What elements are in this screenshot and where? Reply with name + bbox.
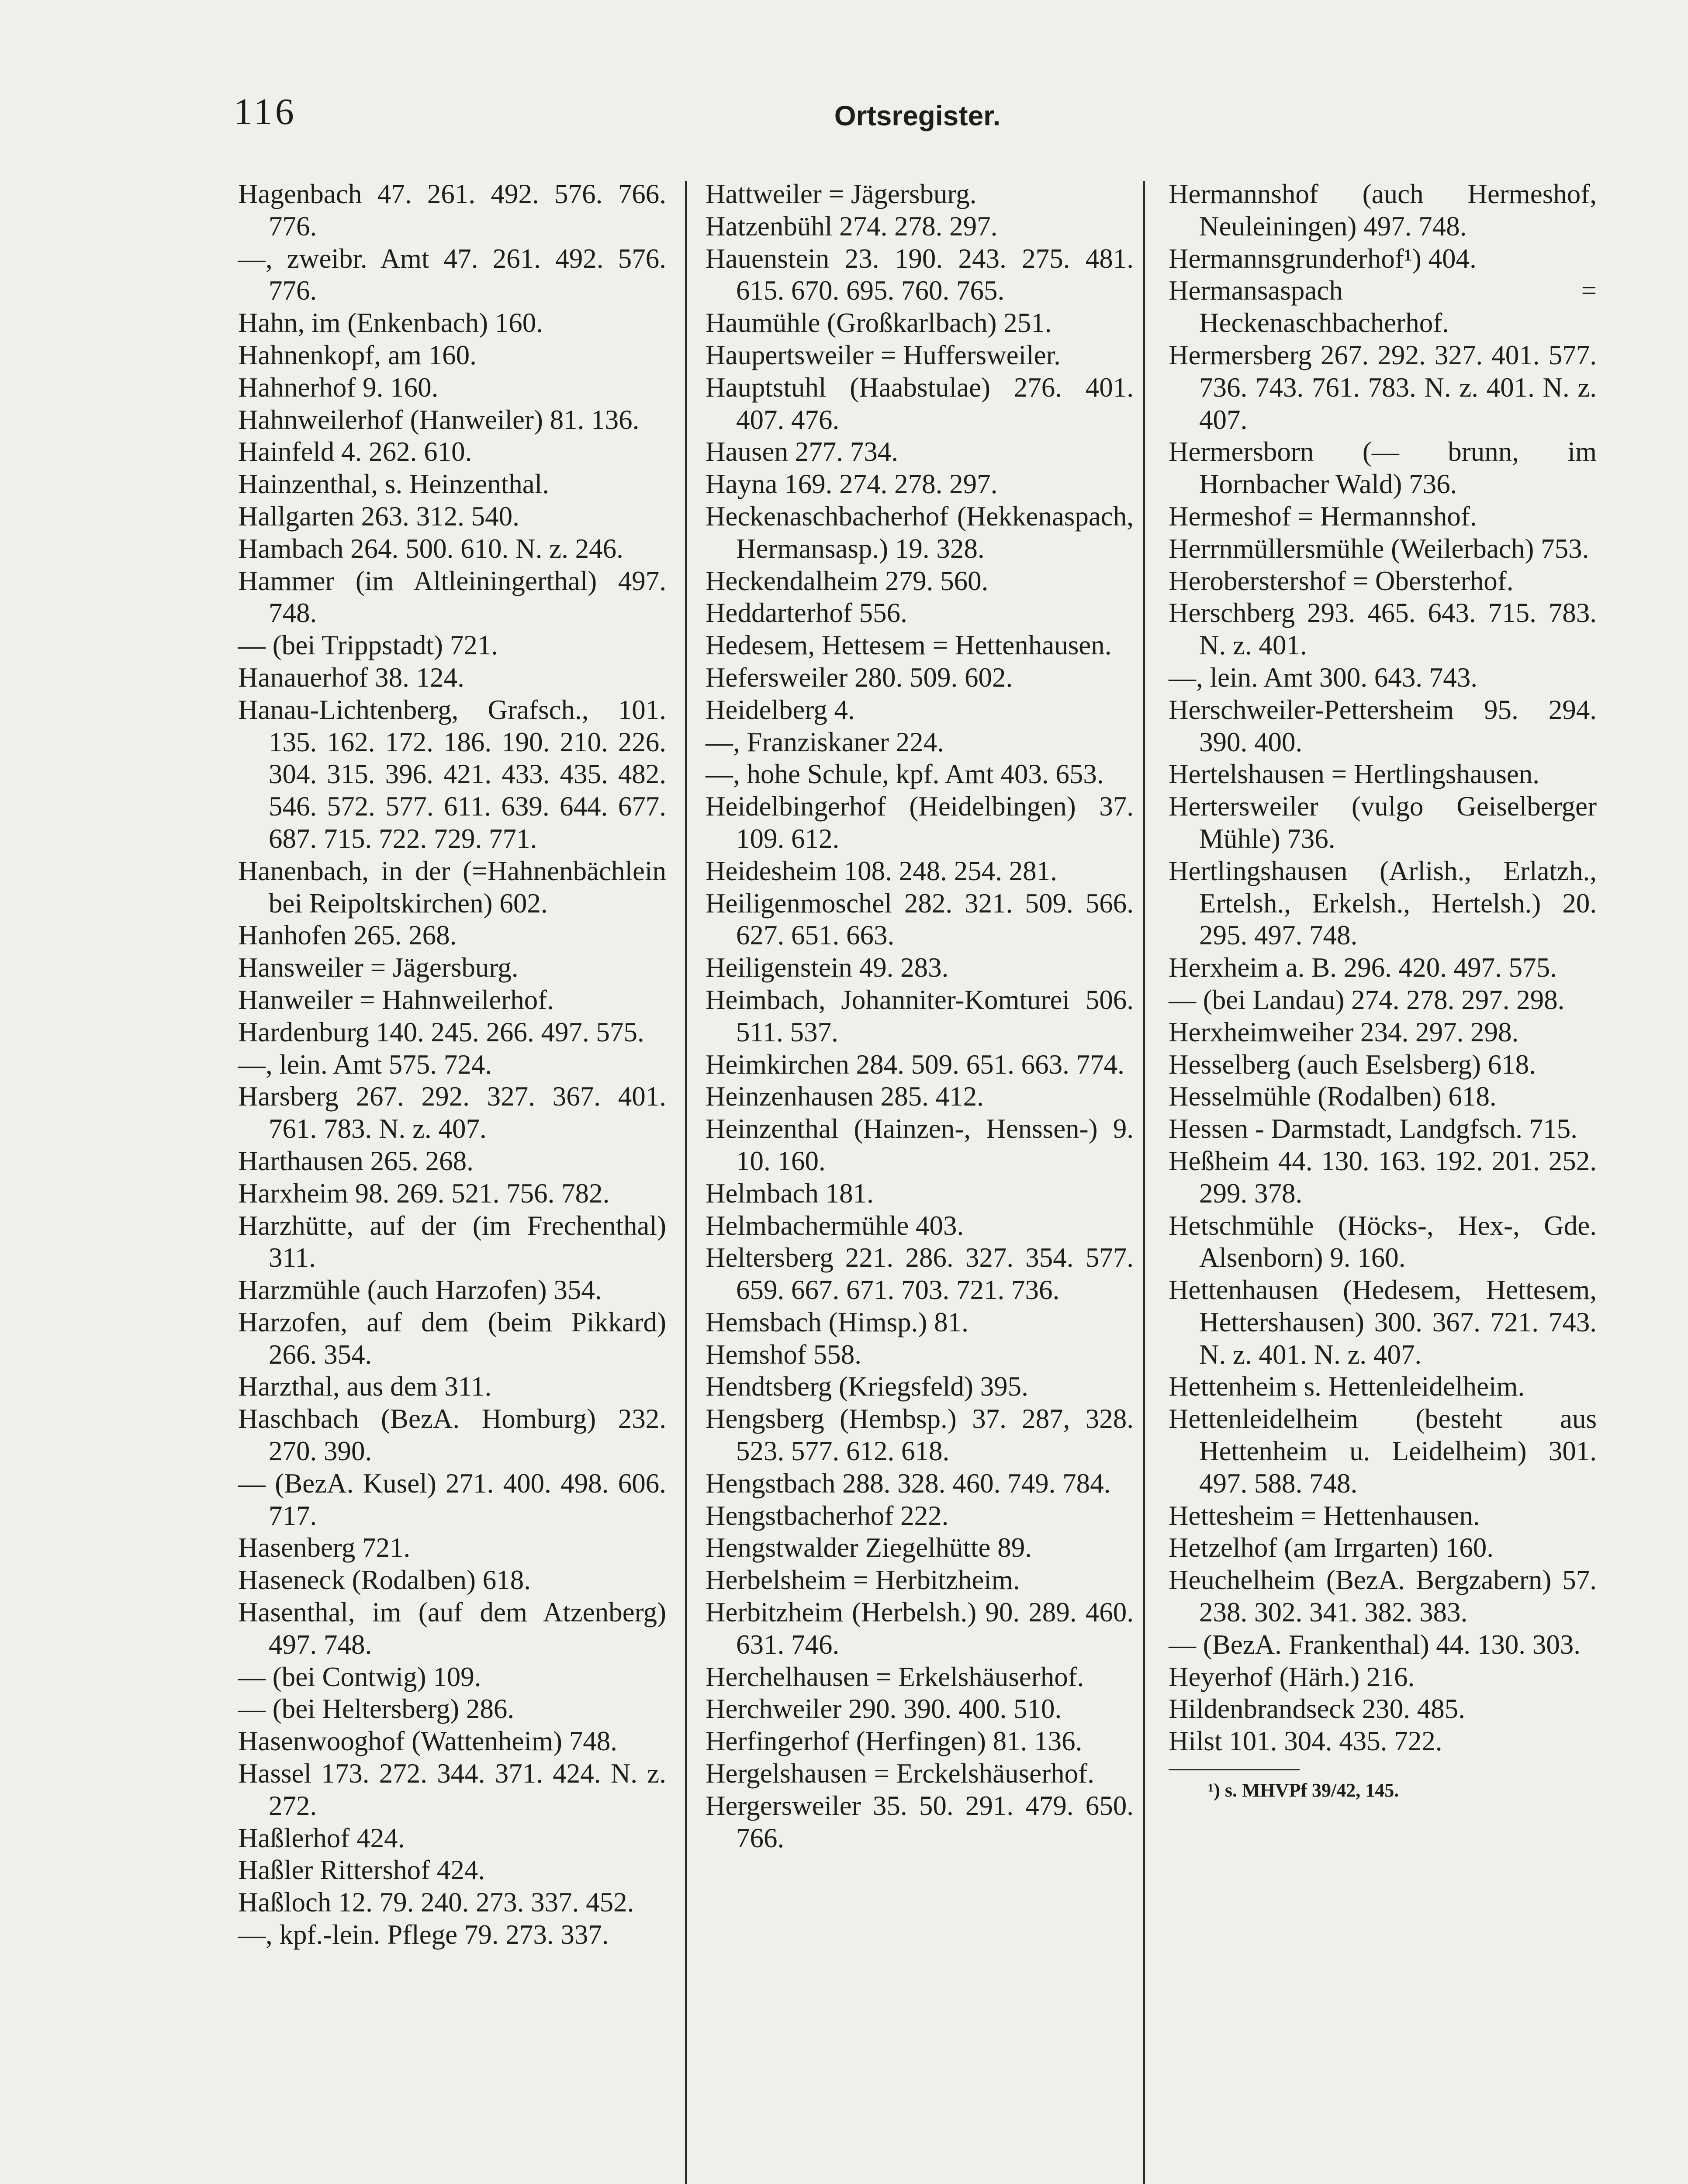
index-entry: Hambach 264. 500. 610. N. z. 246. — [238, 533, 623, 564]
footnote-rule — [1169, 1769, 1300, 1770]
index-entry: Herfingerhof (Herfingen) 81. 136. — [706, 1726, 1083, 1757]
index-entry: Hausen 277. 734. — [706, 436, 898, 467]
index-entry: Hallgarten 263. 312. 540. — [238, 501, 519, 532]
index-entry: Herschberg 293. 465. 643. 715. 783. N. z. 401. — [1169, 598, 1597, 661]
index-entry: Hasenwooghof (Wattenheim) 748. — [238, 1726, 617, 1757]
index-entry: Hergelshausen = Erckelshäuserhof. — [706, 1758, 1094, 1789]
index-entry: Haupertsweiler = Huffersweiler. — [706, 339, 1061, 370]
index-entry: —, kpf.-lein. Pflege 79. 273. 337. — [238, 1919, 609, 1950]
index-entry: Hettesheim = Hettenhausen. — [1169, 1500, 1480, 1531]
index-entry: Hanweiler = Hahnweilerhof. — [238, 984, 554, 1015]
index-entry: Heddarterhof 556. — [706, 598, 907, 629]
index-entry: Haßlerhof 424. — [238, 1822, 405, 1853]
index-entry: Herbitzheim (Herbelsh.) 90. 289. 460. 631. 746. — [706, 1597, 1134, 1660]
index-entry: Hengstbacherhof 222. — [706, 1500, 949, 1531]
index-entry: —, Franziskaner 224. — [706, 726, 944, 757]
index-entry: Heßheim 44. 130. 163. 192. 201. 252. 299. 378. — [1169, 1145, 1597, 1209]
index-entry: Hessen - Darmstadt, Landgfsch. 715. — [1169, 1113, 1578, 1144]
index-entry: Heidelberg 4. — [706, 694, 855, 725]
index-entry: Hengsberg (Hembsp.) 37. 287, 328. 523. 577. 612. 618. — [706, 1403, 1134, 1467]
index-entry: Hauptstuhl (Haabstulae) 276. 401. 407. 476. — [706, 372, 1134, 435]
index-entry: Heimkirchen 284. 509. 651. 663. 774. — [706, 1049, 1124, 1080]
index-entry: Herchweiler 290. 390. 400. 510. — [706, 1693, 1062, 1724]
index-entry: —, lein. Amt 300. 643. 743. — [1169, 662, 1477, 693]
index-entry: Hettenleidelheim (besteht aus Hettenheim u. Leidelheim) 301. 497. 588. 748. — [1169, 1403, 1597, 1499]
index-entry: —, lein. Amt 575. 724. — [238, 1049, 492, 1080]
index-entry: Hauenstein 23. 190. 243. 275. 481. 615. 670. 695. 760. 765. — [706, 243, 1134, 306]
index-entry: Hesselmühle (Rodalben) 618. — [1169, 1081, 1497, 1112]
index-entry: Haßler Rittershof 424. — [238, 1855, 485, 1886]
index-entry: Hermannsgrunderhof¹) 404. — [1169, 243, 1477, 274]
index-column-1 — [238, 178, 666, 1951]
index-entry: Hahnenkopf, am 160. — [238, 339, 477, 370]
index-entry: Hetschmühle (Höcks-, Hex-, Gde. Alsenborn) 9. 160. — [1169, 1210, 1597, 1273]
page-number: 116 — [234, 90, 297, 132]
index-entry: Harzthal, aus dem 311. — [238, 1371, 492, 1402]
index-entry: Heiligenstein 49. 283. — [706, 952, 949, 983]
index-entry: Hilst 101. 304. 435. 722. — [1169, 1726, 1442, 1757]
index-entry: Hettenheim s. Hettenleidelheim. — [1169, 1371, 1525, 1402]
index-entry: Harsberg 267. 292. 327. 367. 401. 761. 783. N. z. 407. — [238, 1081, 666, 1144]
index-column-3 — [1169, 178, 1597, 1804]
index-entry: Heckenaschbacherhof (Hekkenaspach, Hermansasp.) 19. 328. — [706, 501, 1134, 564]
index-entry: Hammer (im Altleiningerthal) 497. 748. — [238, 565, 666, 629]
index-entry: — (BezA. Kusel) 271. 400. 498. 606. 717. — [238, 1468, 666, 1531]
index-entry: Hemsbach (Himsp.) 81. — [706, 1306, 969, 1337]
index-entry: Hardenburg 140. 245. 266. 497. 575. — [238, 1016, 644, 1047]
index-entry: Hemshof 558. — [706, 1339, 861, 1370]
index-entry: Heidelbingerhof (Heidelbingen) 37. 109. 612. — [706, 791, 1134, 854]
index-entry: Hanenbach, in der (=Hahnenbächlein bei Reipoltskirchen) 602. — [238, 855, 666, 919]
index-entry: Harzofen, auf dem (beim Pikkard) 266. 354. — [238, 1306, 666, 1370]
index-entry: Hertersweiler (vulgo Geiselberger Mühle) 736. — [1169, 791, 1597, 854]
index-entry: Helmbachermühle 403. — [706, 1210, 964, 1241]
index-entry: Hermeshof = Hermannshof. — [1169, 501, 1477, 532]
index-entry: Hergersweiler 35. 50. 291. 479. 650. 766. — [706, 1790, 1134, 1853]
column-divider — [1143, 181, 1145, 2184]
index-entry: Hasenberg 721. — [238, 1532, 411, 1563]
index-entry: Hermersberg 267. 292. 327. 401. 577. 736. 743. 761. 783. N. z. 401. N. z. 407. — [1169, 339, 1597, 435]
index-entry: — (bei Trippstadt) 721. — [238, 630, 498, 661]
index-entry: Heimbach, Johanniter-Komturei 506. 511. 537. — [706, 984, 1134, 1047]
index-entry: Hatzenbühl 274. 278. 297. — [706, 211, 998, 242]
index-entry: Harzhütte, auf der (im Frechenthal) 311. — [238, 1210, 666, 1273]
index-entry: Hainfeld 4. 262. 610. — [238, 436, 472, 467]
index-entry: Herxheimweiher 234. 297. 298. — [1169, 1016, 1519, 1047]
index-entry: Heinzenthal (Hainzen-, Henssen-) 9. 10. 160. — [706, 1113, 1134, 1176]
index-entry: Hahnerhof 9. 160. — [238, 372, 439, 403]
index-entry: Hengstbach 288. 328. 460. 749. 784. — [706, 1468, 1111, 1499]
index-entry: Heinzenhausen 285. 412. — [706, 1081, 984, 1112]
index-entry: Hagenbach 47. 261. 492. 576. 766. 776. — [238, 179, 666, 242]
index-entry: Hertelshausen = Hertlingshausen. — [1169, 759, 1540, 790]
index-entry: Herxheim a. B. 296. 420. 497. 575. — [1169, 952, 1557, 983]
index-entry: Hengstwalder Ziegelhütte 89. — [706, 1532, 1032, 1563]
index-entry: Haßloch 12. 79. 240. 273. 337. 452. — [238, 1887, 634, 1918]
index-entry: Heiligenmoschel 282. 321. 509. 566. 627. 651. 663. — [706, 888, 1134, 951]
index-entry: Hansweiler = Jägersburg. — [238, 952, 519, 983]
index-entry: Hedesem, Hettesem = Hettenhausen. — [706, 630, 1112, 661]
index-entry: —, hohe Schule, kpf. Amt 403. 653. — [706, 759, 1104, 790]
index-entry: Hetzelhof (am Irrgarten) 160. — [1169, 1532, 1494, 1563]
index-entry: Heyerhof (Härh.) 216. — [1169, 1661, 1415, 1692]
index-entry: Harthausen 265. 268. — [238, 1145, 474, 1176]
index-entry: —, zweibr. Amt 47. 261. 492. 576. 776. — [238, 243, 666, 306]
index-entry: Hanau-Lichtenberg, Grafsch., 101. 135. 162. 172. 186. 190. 210. 226. 304. 315. 396. 421. 433. 435. 482. 546. 572. 577. 611. 639. 644. 677. 687. 715. 722. 729. 771. — [238, 694, 666, 854]
index-entry: Haumühle (Großkarlbach) 251. — [706, 308, 1052, 339]
footnote: ¹) s. MHVPf 39/42, 145. — [1208, 1780, 1399, 1801]
index-entry: Hesselberg (auch Eselsberg) 618. — [1169, 1049, 1536, 1080]
index-entry: Hahn, im (Enkenbach) 160. — [238, 308, 543, 339]
index-entry: Heidesheim 108. 248. 254. 281. — [706, 855, 1057, 886]
index-entry: Hettenhausen (Hedesem, Hettesem, Hettershausen) 300. 367. 721. 743. N. z. 401. N. z. 407. — [1169, 1275, 1597, 1370]
index-entry: Hertlingshausen (Arlish., Erlatzh., Ertelsh., Erkelsh., Hertelsh.) 20. 295. 497. 748. — [1169, 855, 1597, 951]
column-divider — [685, 181, 687, 2184]
index-entry: Harzmühle (auch Harzofen) 354. — [238, 1275, 602, 1306]
index-entry: Haschbach (BezA. Homburg) 232. 270. 390. — [238, 1403, 666, 1467]
index-entry: Heuchelheim (BezA. Bergzabern) 57. 238. 302. 341. 382. 383. — [1169, 1565, 1597, 1628]
index-entry: Hermersborn (— brunn, im Hornbacher Wald) 736. — [1169, 436, 1597, 500]
index-entry: Herchelhausen = Erkelshäuserhof. — [706, 1661, 1084, 1692]
index-entry: Hasenthal, im (auf dem Atzenberg) 497. 748. — [238, 1597, 666, 1660]
index-entry: Hefersweiler 280. 509. 602. — [706, 662, 1013, 693]
index-entry: Hermannshof (auch Hermeshof, Neuleiningen) 497. 748. — [1169, 179, 1597, 242]
index-column-2 — [706, 178, 1134, 1854]
index-entry: Herschweiler-Pettersheim 95. 294. 390. 400. — [1169, 694, 1597, 757]
running-title: Ortsregister. — [834, 100, 1001, 131]
index-entry: — (bei Contwig) 109. — [238, 1661, 481, 1692]
index-entry: Hayna 169. 274. 278. 297. — [706, 469, 998, 500]
index-entry: Helmbach 181. — [706, 1178, 874, 1209]
index-entry: Heckendalheim 279. 560. — [706, 565, 989, 596]
index-entry: Haseneck (Rodalben) 618. — [238, 1565, 531, 1596]
index-entry: — (bei Heltersberg) 286. — [238, 1693, 515, 1724]
index-entry: Hattweiler = Jägersburg. — [706, 179, 977, 209]
index-entry: Harxheim 98. 269. 521. 756. 782. — [238, 1178, 610, 1209]
index-entry: Hermansaspach = Heckenaschbacherhof. — [1169, 275, 1597, 339]
index-entry: — (BezA. Frankenthal) 44. 130. 303. — [1169, 1629, 1581, 1660]
index-entry: Heroberstershof = Obersterhof. — [1169, 565, 1514, 596]
index-entry: Hahnweilerhof (Hanweiler) 81. 136. — [238, 404, 640, 435]
index-entry: Hendtsberg (Kriegsfeld) 395. — [706, 1371, 1028, 1402]
index-entry: Hildenbrandseck 230. 485. — [1169, 1693, 1465, 1724]
index-entry: Hanhofen 265. 268. — [238, 920, 457, 951]
index-entry: — (bei Landau) 274. 278. 297. 298. — [1169, 984, 1565, 1015]
index-entry: Heltersberg 221. 286. 327. 354. 577. 659. 667. 671. 703. 721. 736. — [706, 1242, 1134, 1306]
index-entry: Herrnmüllersmühle (Weilerbach) 753. — [1169, 533, 1589, 564]
index-entry: Hainzenthal, s. Heinzenthal. — [238, 469, 549, 500]
index-entry: Herbelsheim = Herbitzheim. — [706, 1565, 1020, 1596]
index-entry: Hanauerhof 38. 124. — [238, 662, 464, 693]
index-entry: Hassel 173. 272. 344. 371. 424. N. z. 272. — [238, 1758, 666, 1821]
